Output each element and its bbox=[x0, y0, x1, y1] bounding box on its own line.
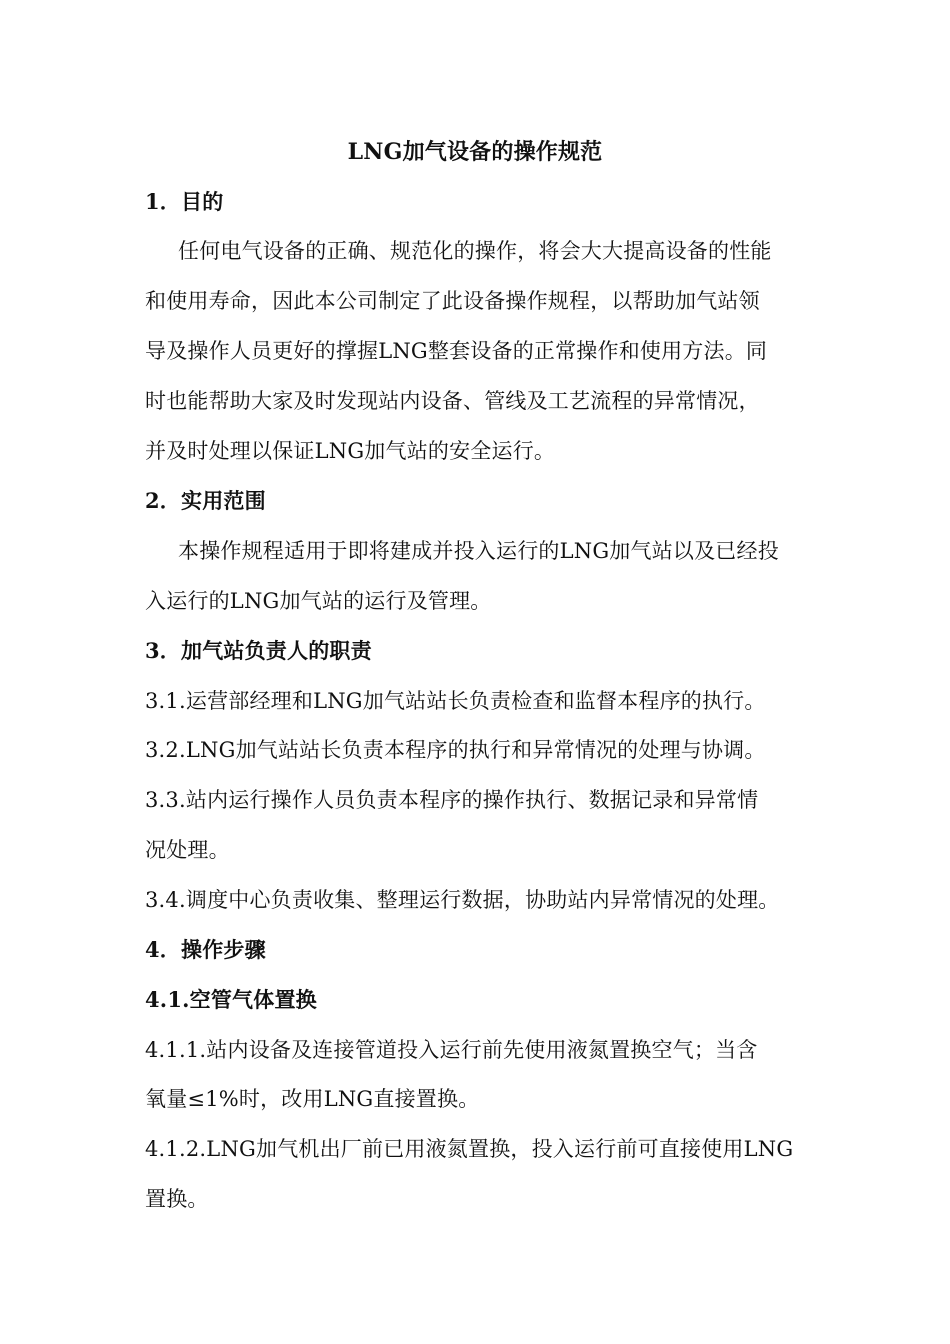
list-item-line: 置换。 bbox=[145, 1187, 209, 1211]
paragraph-line: 任何电气设备的正确、规范化的操作，将会大大提高设备的性能 bbox=[178, 239, 772, 263]
paragraph-line: 和使用寿命，因此本公司制定了此设备操作规程，以帮助加气站领 bbox=[145, 289, 760, 313]
list-item-line: 4.1.2.LNG加气机出厂前已用液氮置换，投入运行前可直接使用LNG bbox=[145, 1137, 794, 1161]
subsection-heading-purge: 4.1.空管气体置换 bbox=[145, 987, 317, 1012]
paragraph-line: 并及时处理以保证LNG加气站的安全运行。 bbox=[145, 439, 556, 463]
paragraph-line: 时也能帮助大家及时发现站内设备、管线及工艺流程的异常情况， bbox=[145, 389, 760, 413]
list-item-line: 氧量≤1%时，改用LNG直接置换。 bbox=[145, 1087, 480, 1111]
list-item-line: 3.4.调度中心负责收集、整理运行数据，协助站内异常情况的处理。 bbox=[145, 888, 780, 912]
section-heading-steps: 4．操作步骤 bbox=[145, 937, 266, 962]
section-heading-responsibilities: 3．加气站负责人的职责 bbox=[145, 638, 372, 663]
section-heading-scope: 2．实用范围 bbox=[145, 488, 266, 513]
paragraph-line: 本操作规程适用于即将建成并投入运行的LNG加气站以及已经投 bbox=[178, 539, 779, 563]
paragraph-line: 导及操作人员更好的撑握LNG整套设备的正常操作和使用方法。同 bbox=[145, 339, 768, 363]
list-item-line: 况处理。 bbox=[145, 838, 230, 862]
section-heading-purpose: 1．目的 bbox=[145, 189, 224, 214]
list-item-line: 3.3.站内运行操作人员负责本程序的操作执行、数据记录和异常情 bbox=[145, 788, 759, 812]
list-item-line: 3.1.运营部经理和LNG加气站站长负责检查和监督本程序的执行。 bbox=[145, 689, 766, 713]
list-item-line: 3.2.LNG加气站站长负责本程序的执行和异常情况的处理与协调。 bbox=[145, 738, 766, 762]
paragraph-line: 入运行的LNG加气站的运行及管理。 bbox=[145, 589, 492, 613]
document-title: LNG加气设备的操作规范 bbox=[347, 139, 603, 165]
list-item-line: 4.1.1.站内设备及连接管道投入运行前先使用液氮置换空气；当含 bbox=[145, 1038, 758, 1062]
